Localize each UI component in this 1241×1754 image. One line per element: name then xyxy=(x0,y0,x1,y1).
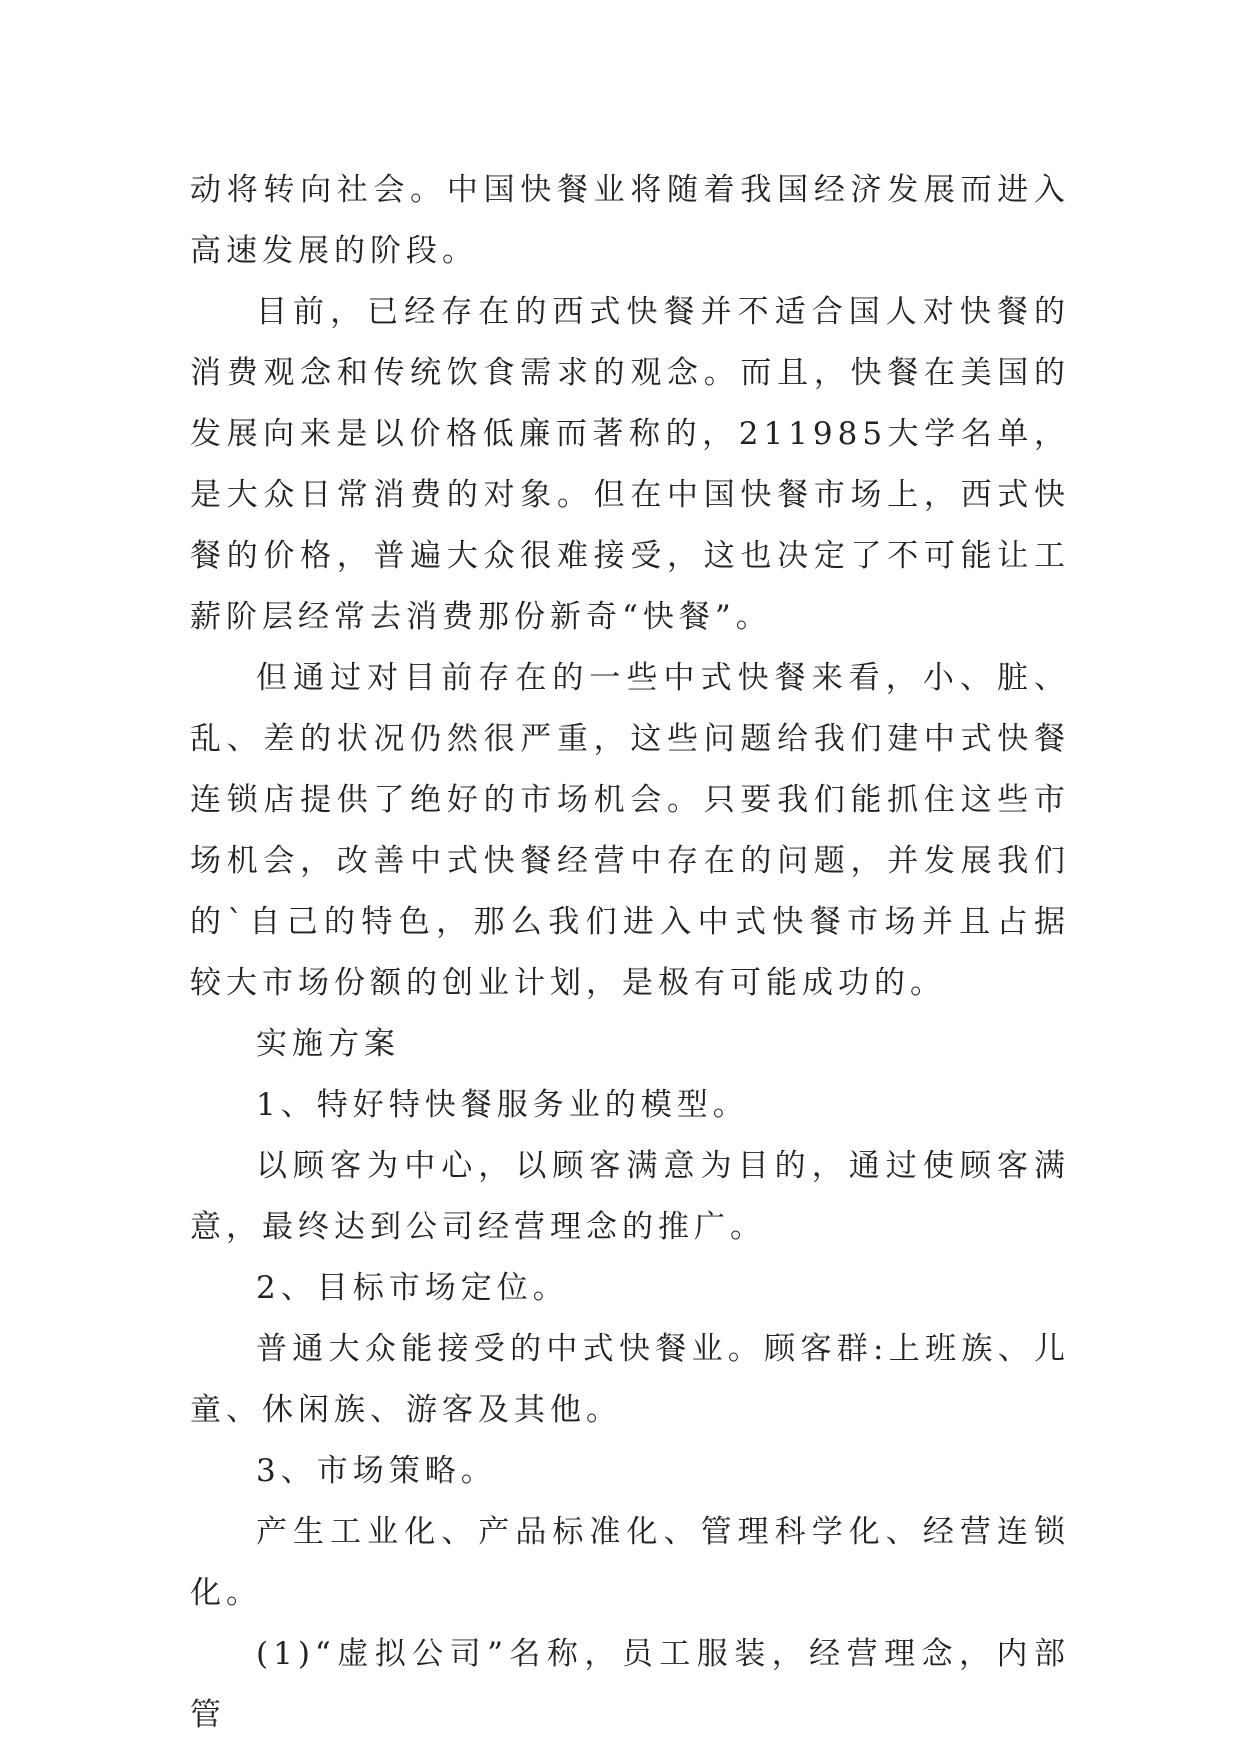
list-item-1-heading: 1、特好特快餐服务业的模型。 xyxy=(256,1087,749,1123)
paragraph-3: 但通过对目前存在的一些中式快餐来看，小、脏、乱、差的状况仍然很严重，这些问题给我们建中式快餐连锁店提供了绝好的市场机会。只要我们能抓住这些市场机会，改善中式快餐经营中存在的问题，并发展我们的`自己的特色，那么我们进入中式快餐市场并且占据较大市场份额的创业计划，是极有可能成功的。 xyxy=(190,660,1070,1001)
paragraph-2: 目前，已经存在的西式快餐并不适合国人对快餐的消费观念和传统饮食需求的观念。而且，快餐在美国的发展向来是以价格低廉而著称的，211985大学名单，是大众日常消费的对象。但在中国快餐市场上，西式快餐的价格，普遍大众很难接受，这也决定了不可能让工薪阶层经常去消费那份新奇“快餐”。 xyxy=(190,294,1070,635)
document-body xyxy=(190,160,1070,1746)
paragraph-1: 动将转向社会。中国快餐业将随着我国经济发展而进入高速发展的阶段。 xyxy=(190,172,1070,269)
paragraph-7: (1)“虚拟公司”名称，员工服装，经营理念，内部管 xyxy=(190,1636,1070,1733)
paragraph-4: 以顾客为中心，以顾客满意为目的，通过使顾客满意，最终达到公司经营理念的推广。 xyxy=(190,1148,1070,1245)
section-heading-implementation: 实施方案 xyxy=(256,1026,400,1062)
paragraph-6: 产生工业化、产品标准化、管理科学化、经营连锁化。 xyxy=(190,1514,1070,1611)
paragraph-5: 普通大众能接受的中式快餐业。顾客群:上班族、儿童、休闲族、游客及其他。 xyxy=(190,1331,1070,1428)
list-item-2-heading: 2、目标市场定位。 xyxy=(256,1270,569,1306)
list-item-3-heading: 3、市场策略。 xyxy=(256,1453,497,1489)
